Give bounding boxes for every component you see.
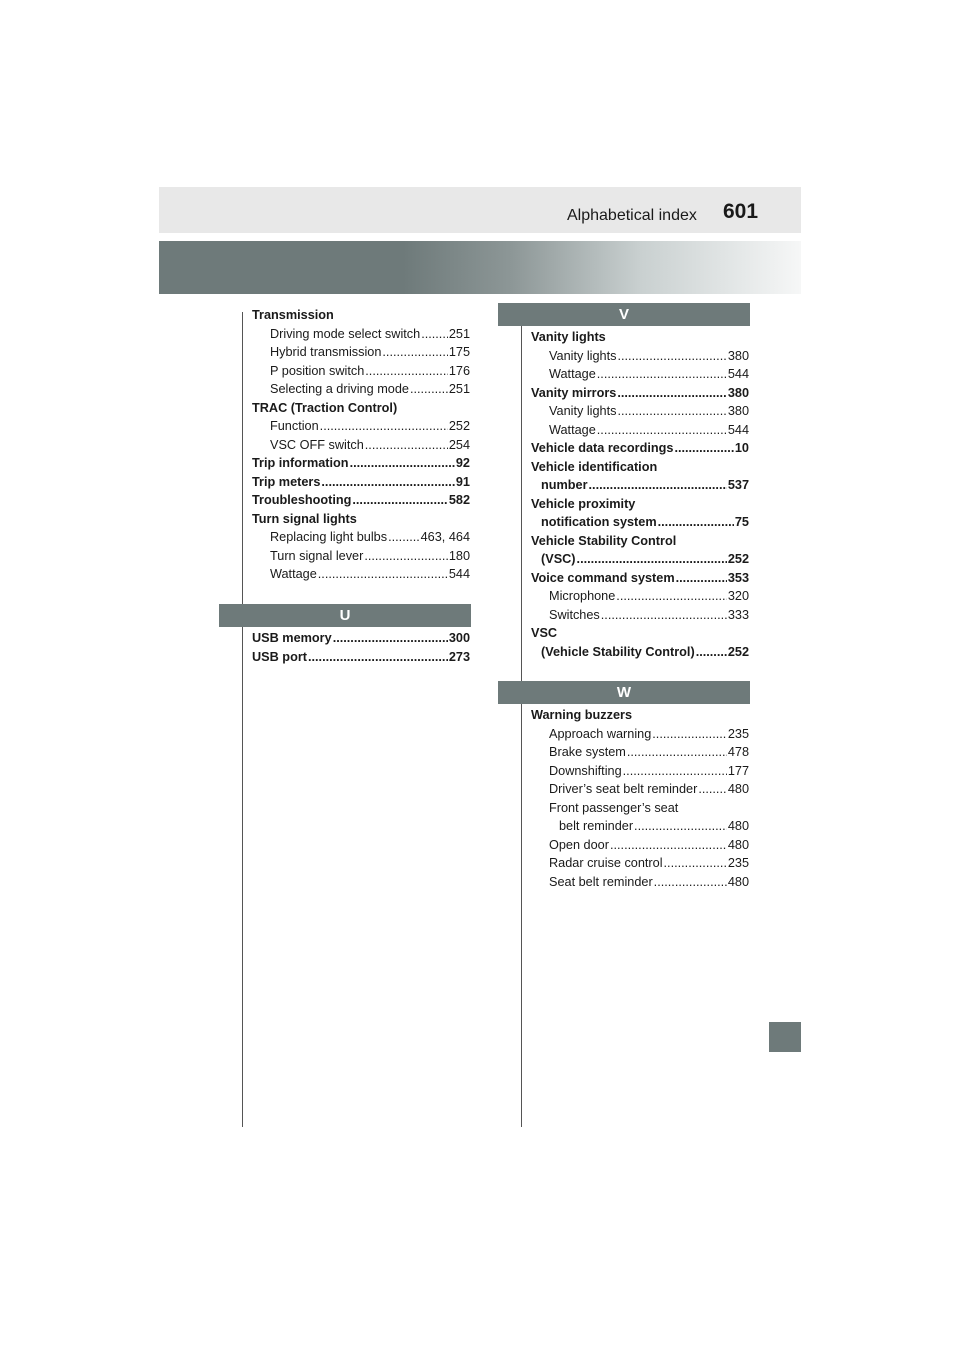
index-heading: Turn signal lights [252, 511, 357, 526]
index-entry [252, 343, 470, 362]
left-column-rule [242, 312, 243, 1127]
index-entry [531, 476, 749, 495]
entry-term: Wattage [270, 567, 317, 581]
letter-heading-w: W [498, 681, 750, 704]
entry-term: Driving mode select switch [270, 326, 421, 341]
entry-page-ref: 480 [727, 837, 749, 852]
dot-leader [597, 421, 727, 440]
dot-leader [617, 402, 726, 421]
entry-term: Switches [549, 607, 600, 622]
dot-leader [696, 643, 727, 662]
index-heading: Warning buzzers [531, 708, 633, 722]
index-entry [531, 347, 749, 366]
entry-term: USB memory [252, 631, 332, 645]
index-entry [531, 384, 749, 403]
entry-term: P position switch [270, 363, 365, 378]
index-list-w [531, 706, 749, 891]
entry-term: belt reminder [559, 819, 634, 833]
entry-term: Selecting a driving mode [270, 382, 409, 396]
entry-page-ref: 480 [727, 819, 749, 833]
dot-leader [674, 439, 733, 458]
dot-leader [318, 565, 448, 584]
dot-leader [421, 325, 448, 344]
index-entry [531, 780, 749, 799]
entry-page-ref: 380 [727, 385, 749, 400]
entry-page-ref: 537 [727, 478, 749, 492]
index-entry [252, 417, 470, 436]
dot-leader [352, 491, 447, 510]
entry-page-ref: 544 [448, 567, 470, 581]
entry-page-ref: 380 [727, 348, 749, 363]
index-entry [252, 547, 470, 566]
index-entry [531, 606, 749, 625]
entry-page-ref: 235 [727, 856, 749, 870]
dot-leader [597, 365, 727, 384]
index-entry [252, 362, 470, 381]
entry-page-ref: 252 [727, 552, 749, 566]
entry-page-ref: 91 [455, 474, 470, 489]
index-entry [531, 402, 749, 421]
entry-term: Voice command system [531, 570, 675, 585]
index-entry [252, 629, 470, 648]
entry-term: Downshifting [549, 763, 622, 778]
dot-leader [652, 725, 727, 744]
index-entry [531, 643, 749, 662]
chapter-banner [159, 241, 801, 294]
entry-term: notification system [541, 515, 657, 529]
dot-leader [627, 743, 727, 762]
page-number: 601 [723, 200, 759, 223]
entry-page-ref: 252 [727, 644, 749, 659]
index-entry [531, 421, 749, 440]
dot-leader [382, 343, 447, 362]
entry-term: Vanity lights [549, 404, 617, 418]
index-entry [531, 550, 749, 569]
index-entry [531, 587, 749, 606]
index-entry [531, 439, 749, 458]
section-title: Alphabetical index [567, 207, 697, 224]
index-heading: Vehicle proximity [531, 496, 636, 511]
dot-leader [364, 547, 448, 566]
entry-page-ref: 273 [448, 649, 470, 664]
entry-term: Vanity lights [549, 348, 617, 363]
dot-leader [698, 780, 727, 799]
entry-term: USB port [252, 649, 307, 664]
right-column-rule [521, 312, 522, 1127]
index-entry [531, 513, 749, 532]
dot-leader [610, 836, 727, 855]
dot-leader [623, 762, 727, 781]
entry-page-ref: 463, 464 [420, 530, 470, 544]
entry-page-ref: 175 [448, 345, 470, 359]
index-heading: Vanity lights [531, 330, 606, 344]
index-heading: VSC [531, 626, 558, 640]
dot-leader [616, 587, 727, 606]
index-entry [252, 565, 470, 584]
dot-leader [617, 347, 726, 366]
dot-leader [350, 454, 455, 473]
dot-leader [321, 473, 454, 492]
entry-page-ref: 251 [448, 326, 470, 341]
index-entry [252, 436, 470, 455]
index-entry [531, 817, 749, 836]
entry-page-ref: 254 [448, 437, 470, 452]
entry-page-ref: 235 [727, 726, 749, 741]
entry-page-ref: 251 [448, 382, 470, 396]
index-entry [252, 648, 470, 667]
entry-page-ref: 320 [727, 589, 749, 603]
entry-page-ref: 333 [727, 607, 749, 622]
index-heading: Vehicle Stability Control [531, 533, 677, 548]
entry-term: Microphone [549, 589, 616, 603]
chapter-tab-marker [769, 1022, 801, 1052]
index-entry [252, 491, 470, 510]
index-entry [531, 873, 749, 892]
letter-heading-v: V [498, 303, 750, 326]
entry-term: Hybrid transmission [270, 345, 382, 359]
dot-leader [658, 513, 734, 532]
index-entry [252, 380, 470, 399]
entry-page-ref: 582 [448, 493, 470, 507]
entry-page-ref: 480 [727, 782, 749, 796]
index-heading: Front passenger’s seat [549, 800, 679, 815]
entry-term: (VSC) [541, 552, 576, 566]
index-entry [531, 569, 749, 588]
index-entry [252, 325, 470, 344]
dot-leader [333, 629, 448, 648]
index-heading: Vehicle identification [531, 459, 658, 474]
entry-term: Trip meters [252, 474, 321, 489]
entry-term: number [541, 478, 588, 492]
entry-term: Troubleshooting [252, 493, 352, 507]
index-list-v [531, 328, 749, 661]
index-entry [531, 365, 749, 384]
entry-page-ref: 544 [727, 367, 749, 381]
entry-page-ref: 75 [734, 515, 749, 529]
entry-term: Trip information [252, 456, 349, 470]
index-entry [531, 762, 749, 781]
dot-leader [654, 873, 727, 892]
entry-term: Replacing light bulbs [270, 530, 388, 544]
dot-leader [320, 417, 448, 436]
dot-leader [589, 476, 727, 495]
entry-page-ref: 480 [727, 874, 749, 889]
entry-term: Function [270, 419, 319, 433]
entry-term: Wattage [549, 422, 596, 437]
index-heading: Transmission [252, 308, 334, 322]
dot-leader [410, 380, 448, 399]
entry-term: Seat belt reminder [549, 874, 653, 889]
index-entry [531, 725, 749, 744]
entry-page-ref: 544 [727, 422, 749, 437]
dot-leader [365, 362, 448, 381]
entry-term: VSC OFF switch [270, 437, 364, 452]
dot-leader [634, 817, 727, 836]
dot-leader [577, 550, 727, 569]
entry-page-ref: 252 [448, 419, 470, 433]
entry-term: Brake system [549, 745, 626, 759]
index-entry [531, 743, 749, 762]
entry-term: Turn signal lever [270, 548, 364, 563]
entry-page-ref: 353 [727, 570, 749, 585]
index-entry [252, 528, 470, 547]
index-entry [252, 473, 470, 492]
index-list-u [252, 629, 470, 666]
entry-page-ref: 176 [448, 363, 470, 378]
entry-page-ref: 92 [455, 456, 470, 470]
dot-leader [676, 569, 727, 588]
entry-term: Vehicle data recordings [531, 441, 674, 455]
entry-term: Vanity mirrors [531, 385, 617, 400]
entry-page-ref: 478 [727, 745, 749, 759]
dot-leader [617, 384, 727, 403]
entry-term: Approach warning [549, 726, 652, 741]
dot-leader [388, 528, 420, 547]
dot-leader [365, 436, 448, 455]
entry-page-ref: 180 [448, 548, 470, 563]
index-entry [252, 454, 470, 473]
index-entry [531, 854, 749, 873]
entry-term: Driver’s seat belt reminder [549, 782, 698, 796]
entry-page-ref: 300 [448, 631, 470, 645]
entry-term: Radar cruise control [549, 856, 663, 870]
dot-leader [664, 854, 727, 873]
entry-term: Open door [549, 837, 609, 852]
entry-page-ref: 380 [727, 404, 749, 418]
entry-term: (Vehicle Stability Control) [541, 644, 695, 659]
index-entry [531, 836, 749, 855]
entry-page-ref: 10 [734, 441, 749, 455]
index-list-t [252, 306, 470, 584]
letter-heading-u: U [219, 604, 471, 627]
dot-leader [601, 606, 727, 625]
entry-page-ref: 177 [727, 763, 749, 778]
index-heading: TRAC (Traction Control) [252, 400, 398, 415]
header-band [159, 187, 801, 233]
entry-term: Wattage [549, 367, 596, 381]
dot-leader [308, 648, 448, 667]
